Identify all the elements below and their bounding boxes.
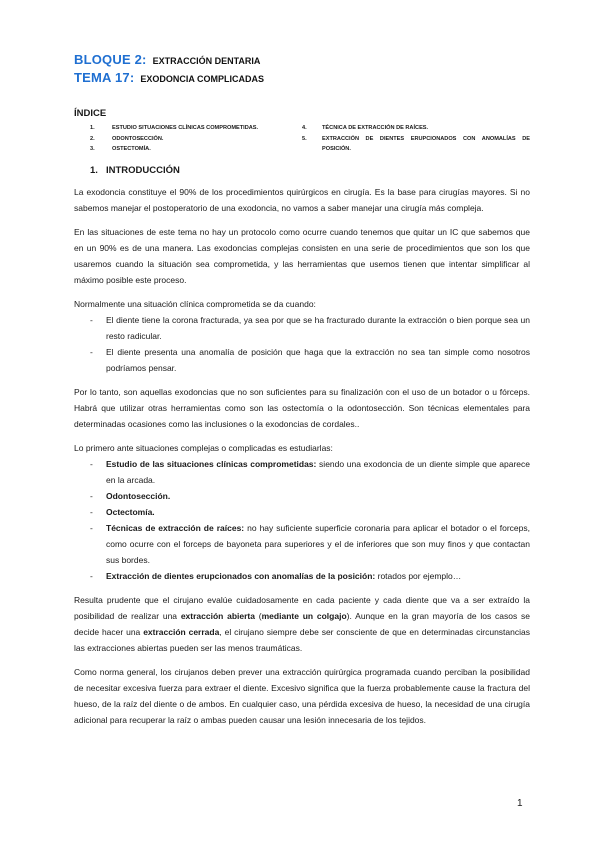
index-item: [74, 144, 302, 155]
section-number: 1.: [90, 164, 98, 176]
index-item-number: 4.: [302, 125, 307, 131]
tema-title: EXODONCIA COMPLICADAS: [140, 74, 265, 84]
index-item: [74, 123, 302, 134]
index-item-number: 5.: [302, 135, 307, 142]
index-item-text: TÉCNICA DE EXTRACCIÓN DE RAÍCES.: [322, 125, 429, 131]
index-item: [302, 123, 530, 134]
index-item-text: ESTUDIO SITUACIONES CLÍNICAS COMPROMETIDAS.: [112, 125, 259, 131]
bloque-keyword: BLOQUE 2:: [74, 52, 147, 67]
list-item: [106, 520, 530, 568]
index-item-text: ODONTOSECCIÓN.: [112, 135, 164, 142]
paragraph-text: ). Aunque en la gran mayoría de los casos se decide hacer una: [74, 610, 531, 637]
paragraph: Lo primero ante situaciones complejas o complicadas es estudiarlas:: [74, 442, 333, 453]
index-item-number: 1.: [90, 125, 95, 131]
list-item-bold: Técnicas de extracción de raíces:: [106, 522, 245, 533]
bullet-list: [74, 312, 530, 376]
paragraph-bold: extracción cerrada: [143, 626, 220, 637]
list-item: [106, 488, 530, 504]
paragraph-bold: extracción abierta: [180, 610, 255, 621]
section-heading: [74, 165, 530, 176]
paragraph: La exodoncia constituye el 90% de los procedimientos quirúrgicos en cirugía. Es la base para cirugías mayores. Si no sabemos manejar el postoperatorio de una exodoncia, no vamos a saber manejar una cirugía más compleja.: [74, 186, 530, 213]
list-item: [106, 504, 530, 520]
paragraph-text: Resulta prudente que el cirujano evalúe cuidadosamente en cada paciente y cada diente que va a ser extraído la posibilidad de realizar una: [74, 594, 530, 621]
index-item: [302, 134, 530, 155]
section-title: INTRODUCCIÓN: [106, 164, 180, 176]
index-item-number: 2.: [90, 135, 95, 142]
paragraph: Como norma general, los cirujanos deben prever una extracción quirúrgica programada cuando perciban la posibilidad de necesitar excesiva fuerza para extraer el diente. Excesivo significa que la fuerza probablemente cause la fractura del hueso, de la raíz del diente o de ambos. En cualquier caso, una pérdida excesiva de hueso, la necesidad de una cirugía adicional para recuperar la raíz o ambas pueden causar una lesión innecesaria de los tejidos.: [74, 666, 530, 725]
index-column-right: [302, 123, 530, 155]
list-item-text: siendo una exodoncia de un diente simple que aparece en la arcada.: [106, 458, 530, 485]
index-item-number: 3.: [90, 146, 95, 152]
index-title: ÍNDICE: [74, 108, 107, 119]
page-number: 1: [517, 798, 523, 809]
list-item: [106, 456, 530, 488]
paragraph: Por lo tanto, son aquellas exodoncias que no son suficientes para su finalización con el uso de un botador o u fórceps. Habrá que utilizar otras herramientas como son las ostectomía o la odontosección. Son técnicas elementales para determinadas ocasiones como las inclusiones o la exodoncias de cordales..: [74, 386, 530, 429]
bloque-header: [74, 52, 530, 70]
tema-keyword: TEMA 17:: [74, 70, 135, 85]
index-list: [74, 123, 530, 155]
paragraph-bold: mediante un colgajo: [261, 610, 347, 621]
paragraph-text: (: [255, 610, 262, 621]
list-item-bold: Extracción de dientes erupcionados con anomalías de la posición:: [106, 570, 376, 581]
list-item-bold: Estudio de las situaciones clínicas comprometidas:: [106, 458, 317, 469]
list-item-text: rotados por ejemplo…: [375, 570, 462, 581]
index-item-text: OSTECTOMÍA.: [112, 146, 151, 152]
bullet-list: [74, 456, 530, 584]
paragraph-text: , el cirujano siempre debe ser consciente de que en determinadas circunstancias las extracciones abiertas pueden ser las menos traumáticas.: [74, 626, 530, 653]
list-item: [106, 568, 530, 584]
document-page: [74, 52, 530, 728]
bloque-title: EXTRACCIÓN DENTARIA: [152, 56, 261, 66]
list-item-bold: Odontosección.: [106, 490, 171, 501]
index-item: [74, 134, 302, 145]
paragraph: Normalmente una situación clínica comprometida se da cuando:: [74, 298, 316, 309]
list-item: - El diente presenta una anomalía de posición que haga que la extracción no sea tan simple como nosotros podríamos pensar.: [106, 344, 530, 376]
index-column-left: [74, 123, 302, 155]
list-item-text: no hay suficiente superficie coronaria para aplicar el botador o el forceps, como ocurre con el forceps de bayoneta para superiores y el de inferiores que son muy finos y que contactan sus bordes.: [106, 522, 530, 565]
tema-header: [74, 70, 530, 88]
paragraph: En las situaciones de este tema no hay un protocolo como ocurre cuando tenemos que quitar un IC que sabemos que en un 90% es de una manera. Las exodoncias complejas consisten en una serie de procedimientos que son los que usaremos cuando la situación sea comprometida, y las herramientas que usemos tienen que intentar simplificar al máximo posible este proceso.: [74, 226, 530, 285]
list-item: - El diente tiene la corona fracturada, ya sea por que se ha fracturado durante la extracción o bien porque sea un resto radicular.: [106, 312, 530, 344]
list-item-bold: Octectomía.: [106, 506, 155, 517]
index-item-text: EXTRACCIÓN DE DIENTES ERUPCIONADOS CON ANOMALÍAS DE POSICIÓN.: [322, 135, 530, 152]
paragraph: [74, 592, 530, 656]
